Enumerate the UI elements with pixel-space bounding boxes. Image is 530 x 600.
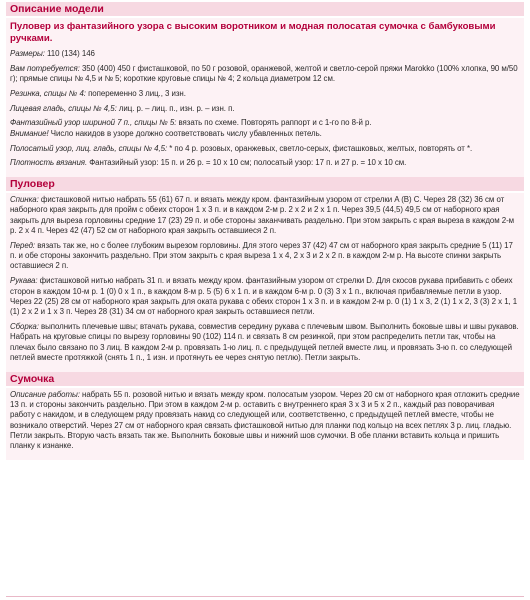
paragraph-rib: Резинка, спицы № 4: попеременно 3 лиц., 3 изн. xyxy=(10,88,186,98)
paragraph-back: Спинка: фисташковой нитью набрать 55 (61) 67 п. и вязать между кром. фантазийным узором от стрелки A (B) C. Через 28 (32) 36 см от наборного края закрыть для пройм с обеих сторон 1 х 3 п. и в каждом 2-м р. 2 х 2 и 2 х 1 п. Через 39,5 (44,5) 49,5 см от наборного края закрыть для выреза горловины средние 17 (23) 29 п. и обе стороны заканчивать раздельно. При этом закрыть с края выреза в каждом 2-м р. 2 х 4 п. Через 42 (47) 52 см от наборного края закрыть оставшиеся 2 п. xyxy=(10,195,515,236)
bottom-divider xyxy=(6,596,524,597)
paragraph-bag-work: Описание работы: набрать 55 п. розовой нитью и вязать между кром. полосатым узором. Через 20 см от наборного края отложить средние 13 п. и стороны закончить раздельно. При этом в каждом 2-м р. оставить с внутреннего края 3 х 3 и 5 х 2 п., каждый раз поворачивая работу с накидом, и в следующем ряду провязать накид со следующей или, соответственно, с предыдущей петлей вместе, чтобы не возникало отверстий. Через 27 см от наборного края связать фисташковой нитью для планки под кольцо на всех петлях 3 р. лиц. гладью. Петли закрыть. Вторую часть вязать так же. Выполнить боковые швы и нижний шов сумочки. В обе планки вставить кольца и пришить планку к изнанке. xyxy=(10,389,520,451)
bag-block xyxy=(6,388,524,460)
paragraph-gauge: Плотность вязания. Фантазийный узор: 15 п. и 26 р. = 10 х 10 см; полосатый узор: 17 п. и 27 р. = 10 х 10 см. xyxy=(10,158,407,168)
section-header-pullover: Пуловер xyxy=(6,177,524,191)
section-header-description: Описание модели xyxy=(6,2,524,16)
paragraph-sizes: Размеры: 110 (134) 146 xyxy=(10,49,95,58)
paragraph-stripe-pattern: Полосатый узор, лиц. гладь, спицы № 4,5: * по 4 р. розовых, оранжевых, светло-серых, фисташковых, желтых, повторять от *. xyxy=(10,143,473,153)
article-title: Пуловер из фантазийного узора с высоким воротником и модная полосатая сумочка с бамбуковыми ручками. xyxy=(10,21,496,44)
paragraph-front: Перед: вязать так же, но с более глубоким вырезом горловины. Для этого через 37 (42) 47 см от наборного края закрыть средние 5 (11) 17 п. и обе стороны закончить раздельно. При этом закрыть с края выреза 1 х 4, 2 х 3 и 2 х 2 п. в каждом 2-м р. На высоте спинки закрыть оставшиеся 2 п. xyxy=(10,240,513,271)
section-header-bag: Сумочка xyxy=(6,372,524,386)
paragraph-sleeves: Рукава: фисташковой нитью набрать 31 п. и вязать между кром. фантазийным узором от стрелки D. Для скосов рукава прибавить с обеих сторон в каждом 10-м р. 1 (0) 0 х 1 п., в каждом 8-м р. 5 (5) 6 х 1 п. и в каждом 6-м р. 0 (3) 3 х 1 п., включая прибавляемые петли в узор. Через 22 (25) 28 см от наборного края закрыть для оката рукава с обеих сторон 1 х 3 п. и в каждом 2-м р. 0 (1) 1 х 3, 2 (1) 1 х 2, 3 (3) 2 х 1, 1 (1) 2 х 2 и 1 х 3 п. Через 28 (31) 34 см от наборного края закрыть оставшиеся петли. xyxy=(10,276,518,317)
paragraph-fancy-pattern: Фантазийный узор шириной 7 п., спицы № 5: вязать по схеме. Повторять раппорт и с 1-го по 8-й р. Внимание! Число накидов в узоре должно соответствовать числу убавленных петель. xyxy=(10,118,372,138)
paragraph-stockinette: Лицевая гладь, спицы № 4,5: лиц. р. – лиц. п., изн. р. – изн. п. xyxy=(10,103,235,113)
description-block xyxy=(6,18,524,177)
paragraph-assembly: Сборка: выполнить плечевые швы; втачать рукава, совместив середину рукава с плечевым швом. Выполнить боковые швы и швы рукавов. Набрать на круговые спицы по вырезу горловины 90 (102) 114 п. и связать 8 см резинкой, при этом распределить петли так, чтобы на плечах было связано по 3 лиц. В каждом 2-м р. провязать 1-ю лиц. п. с предыдущей петлей вместе лиц. и провязать 3-ю п. со следующей петлей вместе протяжкой (снять 1 п., 1 изн. и протянуть ее через снятую петлю). Петли закрыть. xyxy=(10,321,519,362)
pullover-block xyxy=(6,193,524,371)
paragraph-materials: Вам потребуется: 350 (400) 450 г фисташковой, по 50 г розовой, оранжевой, желтой и светло-серой пряжи Marokko (100% хлопка, 90 м/50 г); прямые спицы № 4,5 и № 5; короткие круговые спицы № 4; 2 кольца диаметром 12 см. xyxy=(10,63,518,84)
